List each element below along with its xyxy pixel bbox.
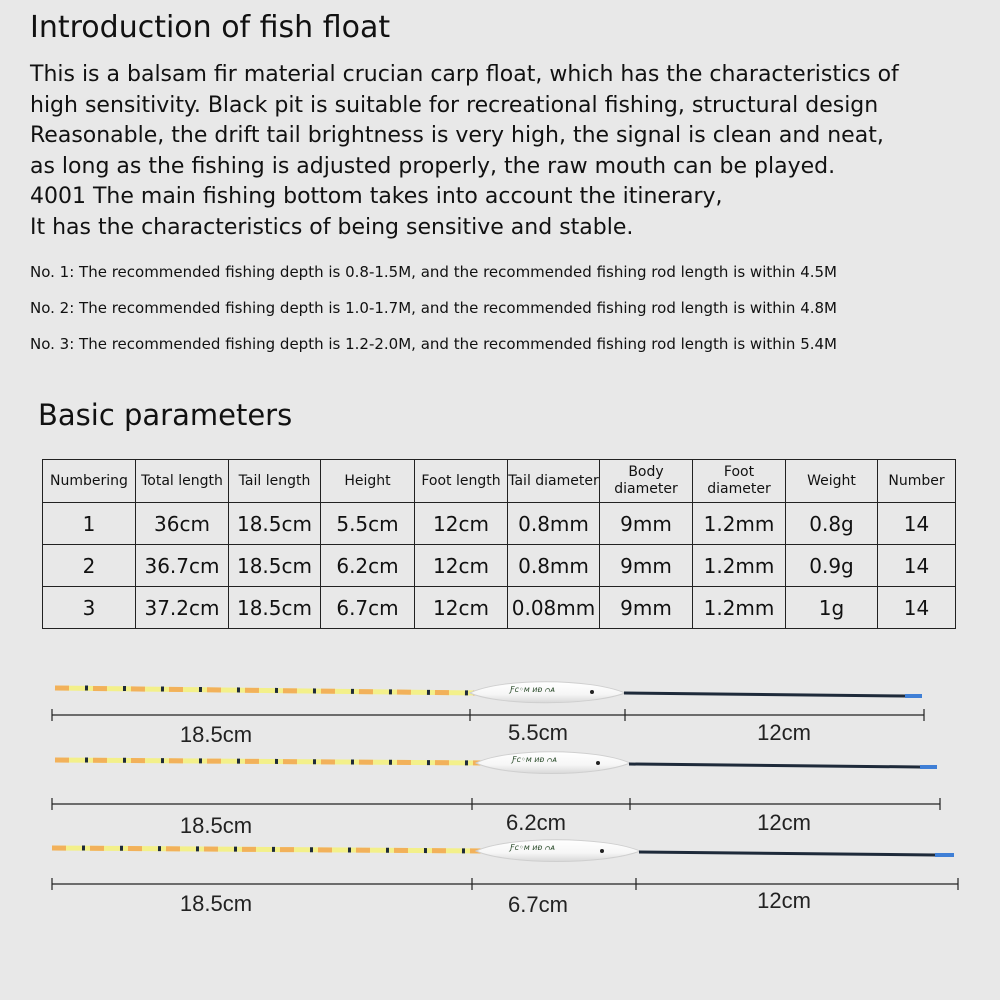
foot-length-label: 12cm — [757, 888, 811, 913]
params-table — [42, 459, 956, 629]
depth-notes — [30, 262, 837, 370]
tail-length-label: 18.5cm — [179, 813, 253, 838]
header-foot-diameter: Foot diameter — [693, 460, 786, 503]
table-cell: 12cm — [415, 545, 508, 587]
intro-paragraph — [30, 60, 899, 243]
intro-line: This is a balsam fir material crucian carp float, which has the characteristics of — [30, 62, 899, 87]
float-tail — [55, 760, 484, 763]
table-cell: 0.9g — [786, 545, 878, 587]
table-row — [43, 545, 956, 587]
table-row — [43, 587, 956, 629]
table-cell: 12cm — [415, 587, 508, 629]
table-cell: 37.2cm — [136, 587, 229, 629]
body-length-label: 5.5cm — [508, 720, 568, 745]
header-weight: Weight — [786, 460, 878, 503]
table-cell: 9mm — [600, 587, 693, 629]
depth-note: No. 3: The recommended fishing depth is 1.2-2.0M, and the recommended fishing rod length is within 5.4M — [30, 335, 837, 353]
table-cell: 0.08mm — [508, 587, 600, 629]
table-header-row — [43, 460, 956, 503]
table-cell: 3 — [43, 587, 136, 629]
intro-line: Reasonable, the drift tail brightness is very high, the signal is clean and neat, — [30, 123, 884, 148]
foot-length-label: 12cm — [757, 810, 811, 835]
tail-length-label: 18.5cm — [179, 891, 253, 916]
float-brand-mark: Ƒᴄ◦ᴍ ᴎᴆ ᴒᴀ — [512, 755, 558, 764]
body-length-label: 6.7cm — [508, 892, 568, 917]
float-brand-mark: Ƒᴄ◦ᴍ ᴎᴆ ᴒᴀ — [510, 685, 556, 694]
depth-note: No. 1: The recommended fishing depth is 0.8-1.5M, and the recommended fishing rod length is within 4.5M — [30, 263, 837, 281]
header-number: Number — [878, 460, 956, 503]
table-cell: 0.8mm — [508, 545, 600, 587]
page-title: Introduction of fish float — [30, 10, 391, 45]
foot-length-label: 12cm — [757, 720, 811, 745]
table-cell: 2 — [43, 545, 136, 587]
table-cell: 18.5cm — [229, 503, 321, 545]
table-cell: 14 — [878, 503, 956, 545]
float-foot — [639, 852, 935, 855]
table-cell: 6.7cm — [321, 587, 415, 629]
table-cell: 14 — [878, 587, 956, 629]
table-cell: 9mm — [600, 503, 693, 545]
header-foot-length: Foot length — [415, 460, 508, 503]
float-foot — [629, 764, 920, 767]
table-cell: 1 — [43, 503, 136, 545]
header-numbering: Numbering — [43, 460, 136, 503]
header-body-diameter: Body diameter — [600, 460, 693, 503]
body-dot — [590, 690, 594, 694]
table-cell: 1.2mm — [693, 545, 786, 587]
body-dot — [600, 849, 604, 853]
float-body — [476, 840, 640, 862]
header-tail-length: Tail length — [229, 460, 321, 503]
header-total-length: Total length — [136, 460, 229, 503]
table-cell: 18.5cm — [229, 587, 321, 629]
intro-line: high sensitivity. Black pit is suitable for recreational fishing, structural design — [30, 92, 879, 118]
table-row — [43, 503, 956, 545]
table-cell: 0.8g — [786, 503, 878, 545]
float-diagram — [0, 660, 1000, 920]
header-height: Height — [321, 460, 415, 503]
table-cell: 18.5cm — [229, 545, 321, 587]
body-length-label: 6.2cm — [506, 810, 566, 835]
float-1 — [52, 682, 924, 747]
table-cell: 0.8mm — [508, 503, 600, 545]
params-title: Basic parameters — [38, 398, 293, 432]
table-cell: 1.2mm — [693, 503, 786, 545]
float-foot — [624, 693, 905, 696]
float-2 — [52, 752, 940, 838]
tail-length-label: 18.5cm — [179, 722, 253, 747]
body-dot — [596, 761, 600, 765]
header-tail-diameter: Tail diameter — [508, 460, 600, 503]
intro-line: 4001 The main fishing bottom takes into account the itinerary, — [30, 184, 723, 209]
float-tail — [52, 848, 485, 851]
table-cell: 12cm — [415, 503, 508, 545]
table-cell: 1g — [786, 587, 878, 629]
table-cell: 9mm — [600, 545, 693, 587]
float-3 — [52, 840, 958, 917]
table-cell: 6.2cm — [321, 545, 415, 587]
table-cell: 14 — [878, 545, 956, 587]
float-brand-mark: Ƒᴄ◦ᴍ ᴎᴆ ᴒᴀ — [510, 843, 556, 852]
table-cell: 36cm — [136, 503, 229, 545]
table-cell: 1.2mm — [693, 587, 786, 629]
intro-line: as long as the fishing is adjusted properly, the raw mouth can be played. — [30, 153, 836, 179]
depth-note: No. 2: The recommended fishing depth is 1.0-1.7M, and the recommended fishing rod length is within 4.8M — [30, 299, 837, 317]
intro-line: It has the characteristics of being sensitive and stable. — [30, 214, 634, 240]
table-cell: 5.5cm — [321, 503, 415, 545]
table-cell: 36.7cm — [136, 545, 229, 587]
